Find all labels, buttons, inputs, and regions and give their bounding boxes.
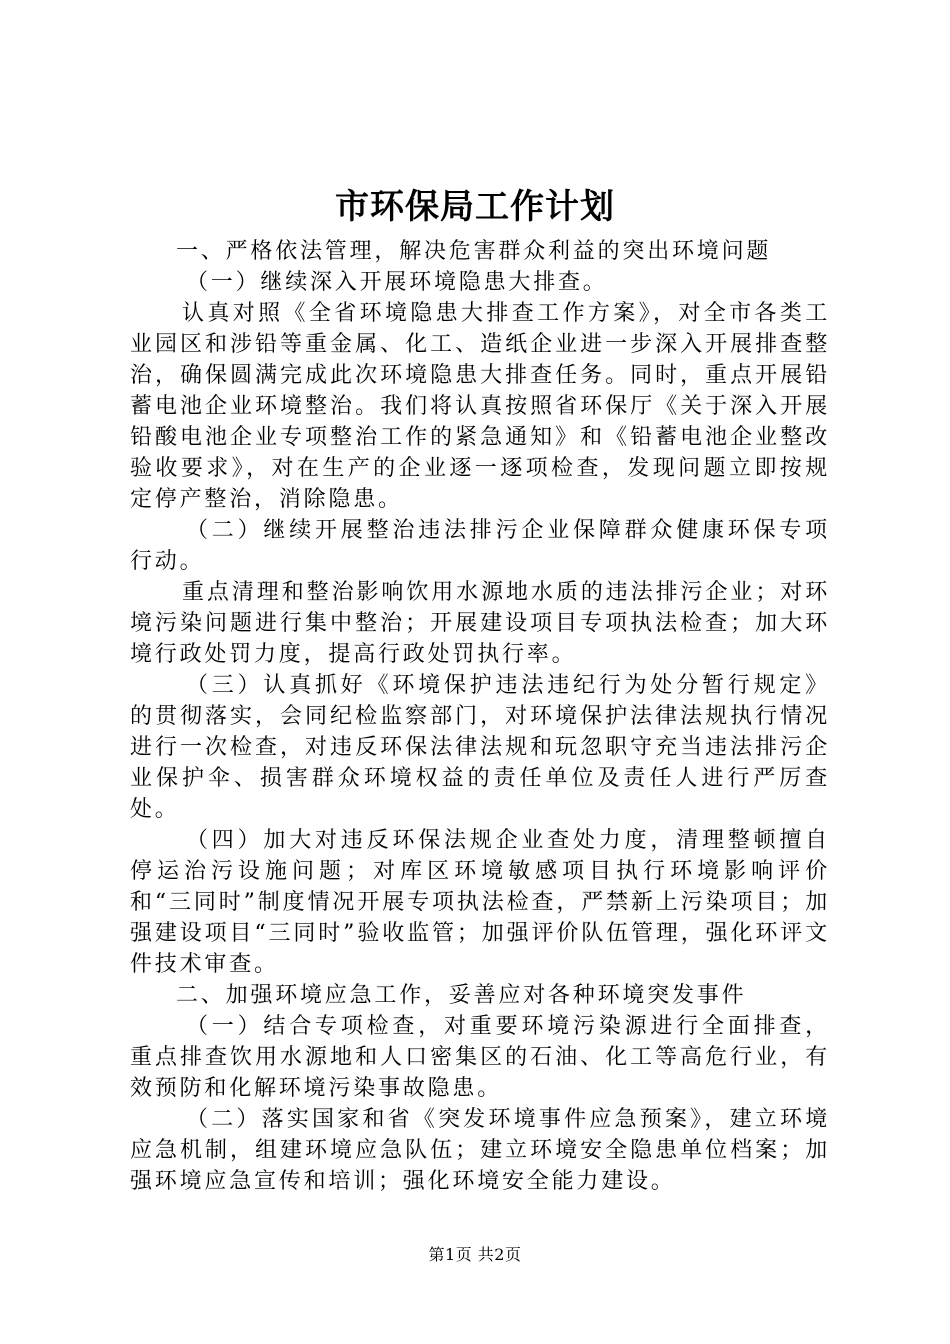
subsection-paragraph-2-1: （一）结合专项检查，对重要环境污染源进行全面排查，重点排查饮用水源地和人口密集区的石油、化工等高危行业，有效预防和化解环境污染事故隐患。 bbox=[130, 1014, 830, 1101]
subsection-heading-1-2: （二）继续开展整治违法排污企业保障群众健康环保专项行动。 bbox=[130, 518, 830, 574]
section-heading-2: 二、加强环境应急工作，妥善应对各种环境突发事件 bbox=[176, 983, 747, 1008]
document-body bbox=[130, 236, 830, 1197]
subsection-paragraph-1-4: （四）加大对违反环保法规企业查处力度，清理整顿擅自停运治污设施问题；对库区环境敏感项目执行环境影响评价和“三同时”制度情况开展专项执法检查，严禁新上污染项目；加强建设项目“三同时”验收监管；加强评价队伍管理，强化环评文件技术审查。 bbox=[130, 828, 830, 977]
page-number-footer: 第1页 共2页 bbox=[428, 1245, 522, 1264]
subsection-heading-1-1: （一）继续深入开展环境隐患大排查。 bbox=[186, 270, 608, 295]
document-title: 市环保局工作计划 bbox=[335, 187, 615, 227]
subsection-paragraph-2-2: （二）落实国家和省《突发环境事件应急预案》，建立环境应急机制，组建环境应急队伍；建立环境安全隐患单位档案；加强环境应急宣传和培训；强化环境安全能力建设。 bbox=[130, 1107, 830, 1194]
section-heading-1: 一、严格依法管理，解决危害群众利益的突出环境问题 bbox=[176, 239, 772, 264]
body-paragraph-2: 重点清理和整治影响饮用水源地水质的违法排污企业；对环境污染问题进行集中整治；开展建设项目专项执法检查；加大环境行政处罚力度，提高行政处罚执行率。 bbox=[130, 580, 830, 667]
subsection-paragraph-1-3: （三）认真抓好《环境保护违法违纪行为处分暂行规定》的贯彻落实，会同纪检监察部门，对环境保护法律法规执行情况进行一次检查，对违反环保法律法规和玩忽职守充当违法排污企业保护伞、损害群众环境权益的责任单位及责任人进行严厉查处。 bbox=[130, 673, 830, 822]
body-paragraph-1: 认真对照《全省环境隐患大排查工作方案》，对全市各类工业园区和涉铅等重金属、化工、造纸企业进一步深入开展排查整治，确保圆满完成此次环境隐患大排查任务。同时，重点开展铅蓄电池企业环境整治。我们将认真按照省环保厅《关于深入开展铅酸电池企业专项整治工作的紧急通知》和《铅蓄电池企业整改验收要求》，对在生产的企业逐一逐项检查，发现问题立即按规定停产整治，消除隐患。 bbox=[130, 301, 830, 512]
